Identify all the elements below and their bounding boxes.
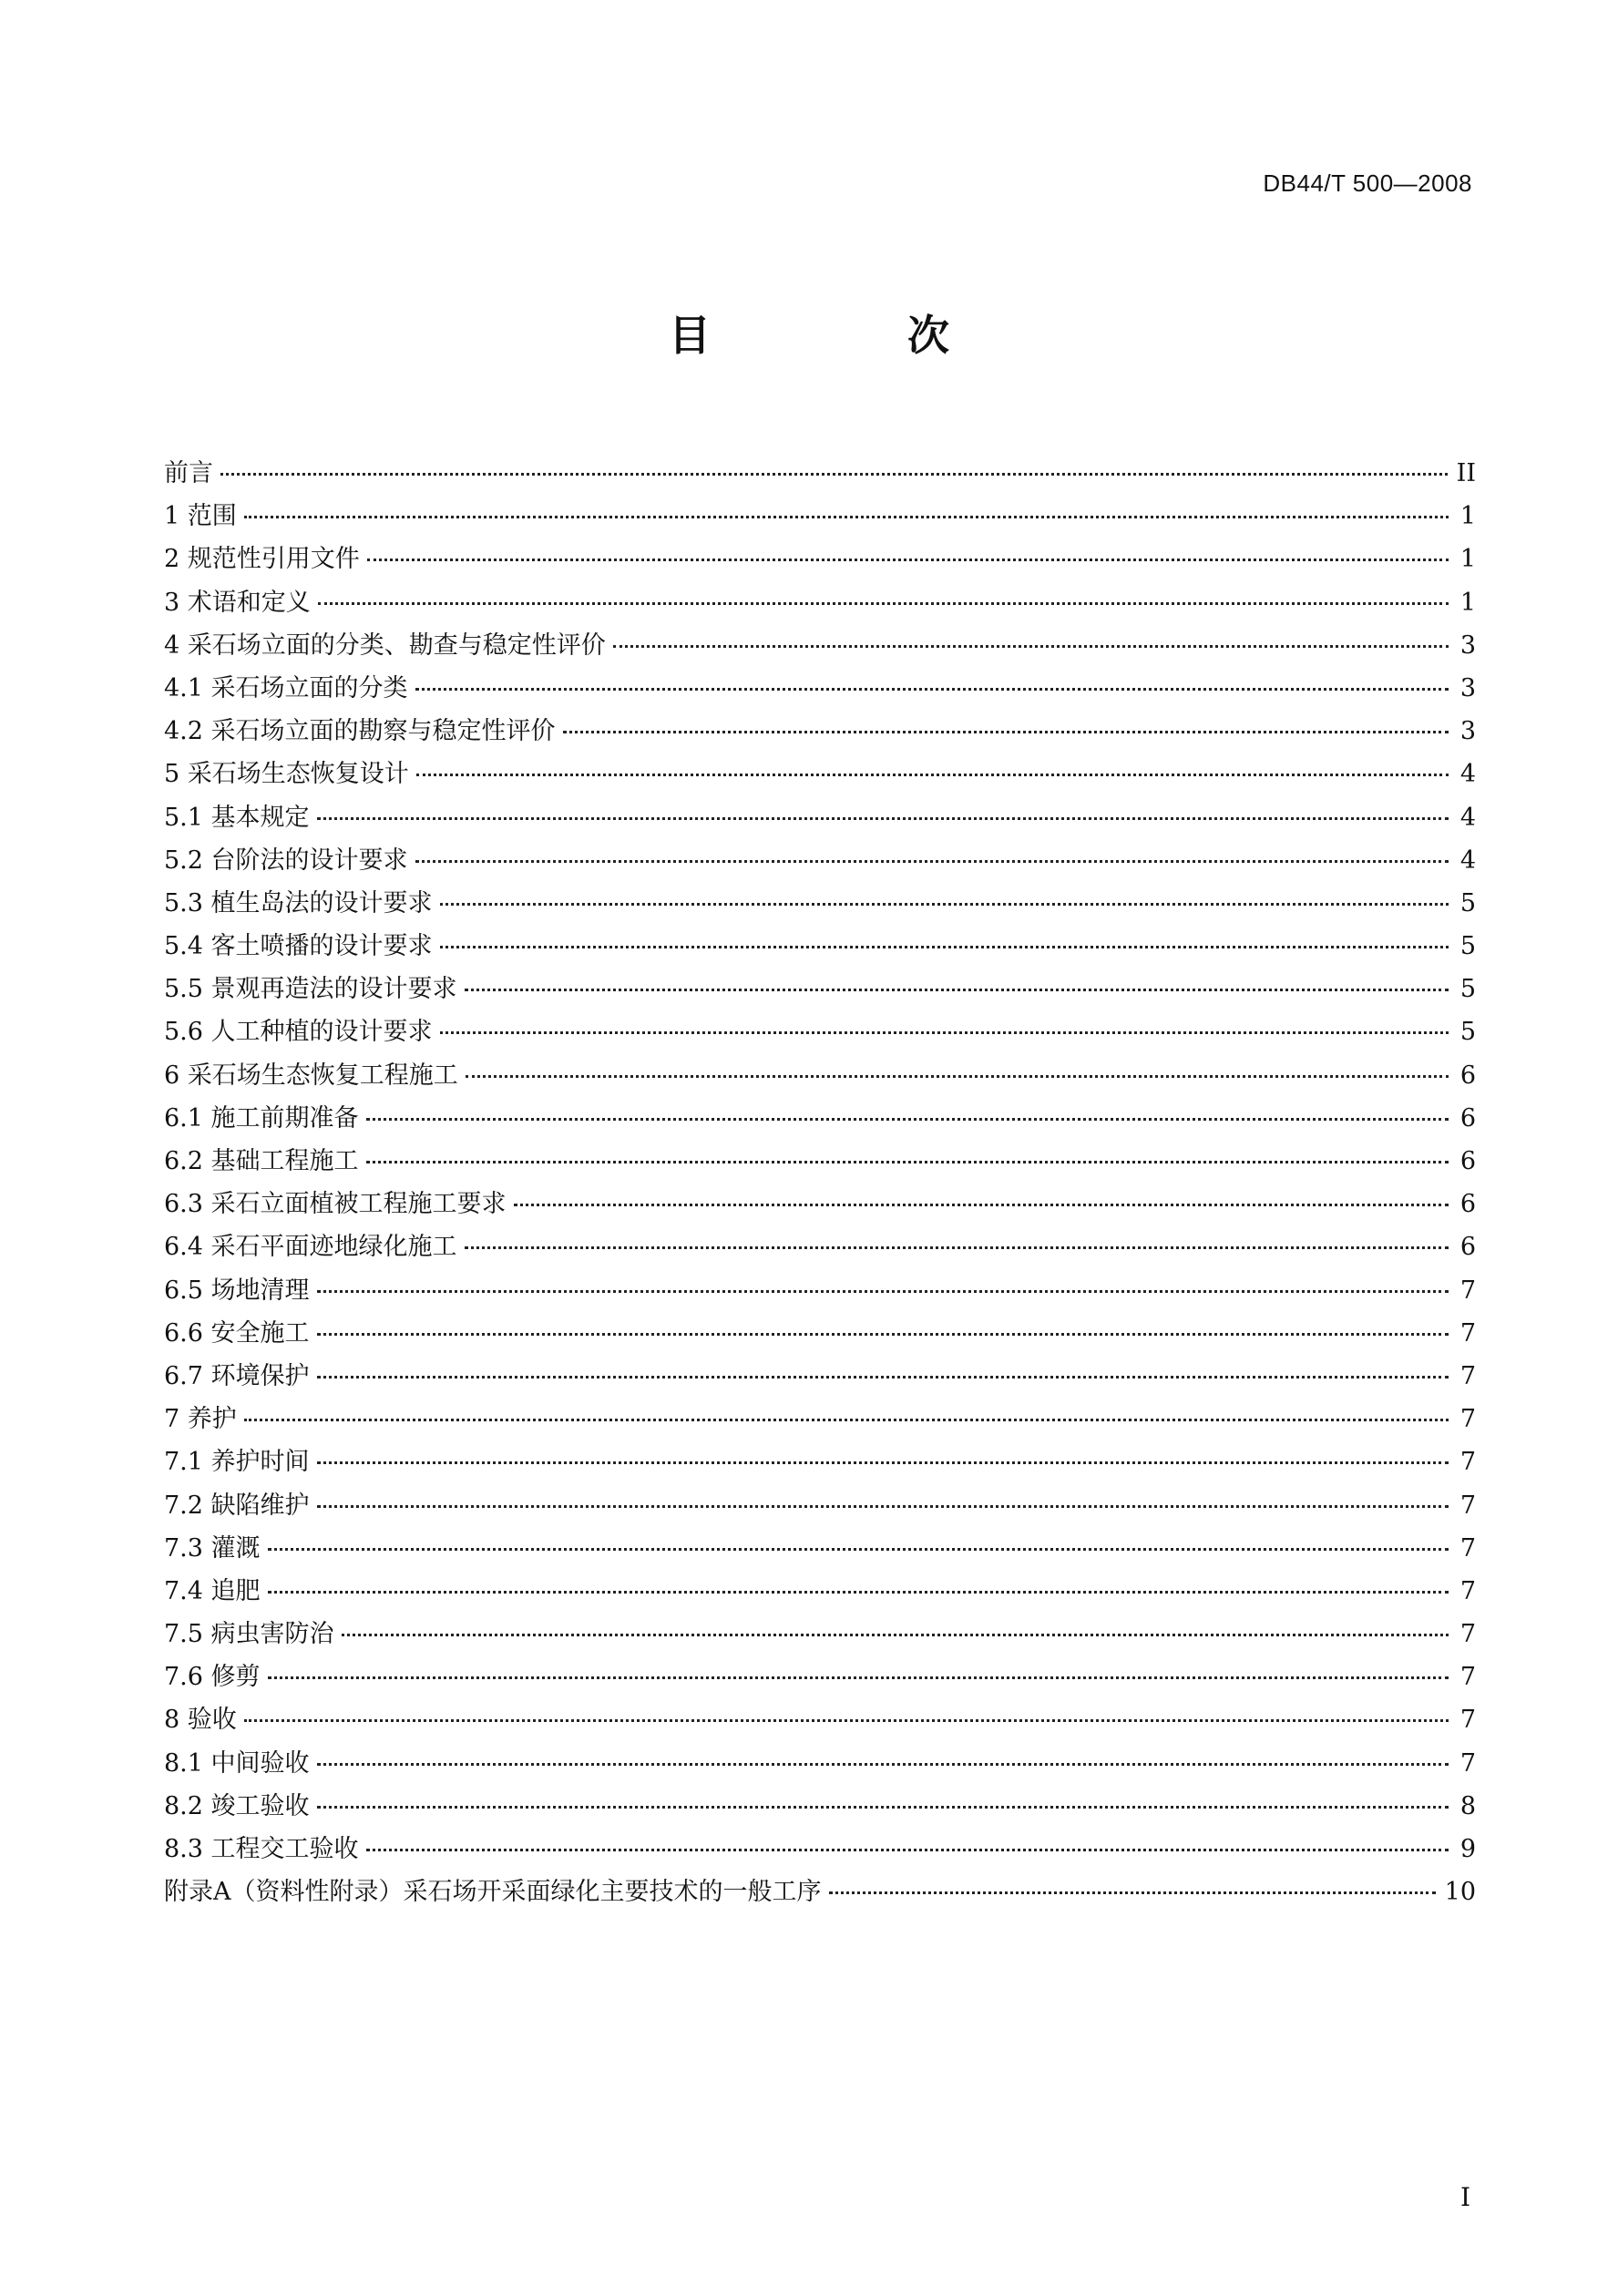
dot-leader bbox=[440, 944, 1449, 948]
toc-entry[interactable] bbox=[164, 1484, 1476, 1527]
toc-entry[interactable] bbox=[164, 538, 1476, 580]
dot-leader bbox=[613, 643, 1449, 648]
toc-entry-page: 3 bbox=[1459, 673, 1476, 702]
toc-entry[interactable] bbox=[164, 1398, 1476, 1440]
toc-entry-page: 6 bbox=[1459, 1147, 1476, 1175]
toc-entry-page: 7 bbox=[1459, 1748, 1476, 1778]
toc-entry[interactable] bbox=[164, 710, 1476, 753]
dot-leader bbox=[367, 557, 1449, 561]
toc-entry[interactable] bbox=[164, 968, 1476, 1010]
toc-entry[interactable] bbox=[164, 1742, 1476, 1785]
toc-entry[interactable] bbox=[164, 1010, 1476, 1053]
toc-entry-label: 6.7 环境保护 bbox=[164, 1361, 310, 1390]
dot-leader bbox=[366, 1847, 1449, 1851]
toc-entry-page: 5 bbox=[1459, 1018, 1476, 1047]
toc-entry[interactable] bbox=[164, 796, 1476, 839]
toc-entry-page: 6 bbox=[1459, 1061, 1476, 1090]
toc-entry-label: 8.3 工程交工验收 bbox=[164, 1835, 359, 1863]
toc-entry[interactable] bbox=[164, 1785, 1476, 1828]
toc-entry-page: 4 bbox=[1459, 803, 1476, 832]
dot-leader bbox=[244, 1417, 1449, 1421]
page-title: 目 次 bbox=[668, 311, 1040, 360]
toc-entry-label: 8.1 中间验收 bbox=[164, 1748, 310, 1778]
dot-leader bbox=[465, 987, 1449, 991]
dot-leader bbox=[440, 901, 1449, 906]
toc-entry-label: 8 验收 bbox=[164, 1706, 237, 1735]
dot-leader bbox=[465, 1245, 1449, 1249]
toc-entry-page: 6 bbox=[1459, 1233, 1476, 1262]
toc-entry[interactable] bbox=[164, 1613, 1476, 1655]
toc-entry-label: 7 养护 bbox=[164, 1405, 237, 1434]
toc-entry-page: 1 bbox=[1459, 588, 1476, 617]
dot-leader bbox=[466, 1073, 1449, 1078]
toc-entry-page: 7 bbox=[1459, 1706, 1476, 1735]
toc-entry-page: 3 bbox=[1459, 630, 1476, 660]
dot-leader bbox=[317, 1761, 1449, 1766]
toc-entry-page: 7 bbox=[1459, 1620, 1476, 1649]
dot-leader bbox=[514, 1202, 1449, 1206]
toc-entry-page: 9 bbox=[1459, 1835, 1476, 1863]
toc-entry-page: 5 bbox=[1459, 932, 1476, 961]
toc-entry-page: 1 bbox=[1459, 545, 1476, 574]
toc-entry[interactable] bbox=[164, 1269, 1476, 1312]
toc-entry-page: 7 bbox=[1459, 1533, 1476, 1563]
toc-entry[interactable] bbox=[164, 1097, 1476, 1140]
toc-entry[interactable] bbox=[164, 581, 1476, 624]
toc-entry[interactable] bbox=[164, 1225, 1476, 1268]
toc-entry-label: 7.1 养护时间 bbox=[164, 1448, 310, 1477]
toc-entry[interactable] bbox=[164, 882, 1476, 925]
toc-entry-page: II bbox=[1456, 459, 1476, 487]
dot-leader bbox=[220, 471, 1448, 476]
toc-entry-page: 7 bbox=[1459, 1663, 1476, 1692]
toc-entry[interactable] bbox=[164, 1312, 1476, 1355]
toc-entry-page: 5 bbox=[1459, 888, 1476, 917]
toc-entry-label: 5.5 景观再造法的设计要求 bbox=[164, 975, 457, 1004]
toc-entry-label: 2 规范性引用文件 bbox=[164, 545, 360, 574]
toc-entry[interactable] bbox=[164, 1183, 1476, 1225]
toc-entry[interactable] bbox=[164, 1871, 1476, 1913]
toc-entry-page: 4 bbox=[1459, 846, 1476, 875]
toc-entry-label: 4 采石场立面的分类、勘查与稳定性评价 bbox=[164, 630, 606, 660]
toc-entry-label: 5.3 植生岛法的设计要求 bbox=[164, 888, 433, 917]
dot-leader bbox=[318, 600, 1449, 605]
toc-entry[interactable] bbox=[164, 495, 1476, 538]
dot-leader bbox=[268, 1546, 1449, 1551]
dot-leader bbox=[317, 1331, 1449, 1336]
toc-entry[interactable] bbox=[164, 925, 1476, 968]
toc-entry-label: 1 范围 bbox=[164, 502, 237, 531]
toc-entry-label: 6.6 安全施工 bbox=[164, 1318, 310, 1348]
toc-entry-label: 8.2 竣工验收 bbox=[164, 1791, 310, 1820]
toc-entry-page: 7 bbox=[1459, 1448, 1476, 1477]
dot-leader bbox=[317, 1374, 1449, 1379]
table-of-contents bbox=[164, 452, 1476, 1913]
toc-entry[interactable] bbox=[164, 1527, 1476, 1570]
toc-entry-label: 3 术语和定义 bbox=[164, 588, 311, 617]
toc-entry-label: 附录A（资料性附录）采石场开采面绿化主要技术的一般工序 bbox=[164, 1878, 822, 1907]
toc-entry[interactable] bbox=[164, 1355, 1476, 1398]
toc-entry[interactable] bbox=[164, 1698, 1476, 1741]
page-number: I bbox=[1459, 2182, 1470, 2212]
dot-leader bbox=[244, 514, 1449, 518]
toc-entry[interactable] bbox=[164, 624, 1476, 667]
dot-leader bbox=[244, 1717, 1449, 1722]
toc-entry[interactable] bbox=[164, 1570, 1476, 1613]
toc-entry[interactable] bbox=[164, 452, 1476, 495]
toc-entry-label: 5.4 客土喷播的设计要求 bbox=[164, 932, 433, 961]
dot-leader bbox=[317, 1288, 1449, 1293]
toc-entry-page: 7 bbox=[1459, 1491, 1476, 1520]
dot-leader bbox=[366, 1116, 1449, 1121]
toc-entry-label: 前言 bbox=[164, 459, 213, 487]
toc-entry-label: 5.1 基本规定 bbox=[164, 803, 310, 832]
toc-entry[interactable] bbox=[164, 1828, 1476, 1871]
toc-entry[interactable] bbox=[164, 1440, 1476, 1483]
dot-leader bbox=[563, 729, 1449, 733]
dot-leader bbox=[317, 1460, 1449, 1464]
dot-leader bbox=[415, 686, 1449, 691]
toc-entry[interactable] bbox=[164, 1655, 1476, 1698]
dot-leader bbox=[342, 1632, 1449, 1636]
toc-entry[interactable] bbox=[164, 667, 1476, 710]
toc-entry[interactable] bbox=[164, 1054, 1476, 1097]
toc-entry-label: 7.5 病虫害防治 bbox=[164, 1620, 334, 1649]
toc-entry-page: 5 bbox=[1459, 975, 1476, 1004]
dot-leader bbox=[416, 772, 1449, 776]
toc-entry[interactable] bbox=[164, 839, 1476, 882]
toc-entry-page: 3 bbox=[1459, 717, 1476, 746]
toc-entry-label: 7.3 灌溉 bbox=[164, 1533, 261, 1563]
toc-entry-label: 7.2 缺陷维护 bbox=[164, 1491, 310, 1520]
dot-leader bbox=[317, 1804, 1449, 1809]
dot-leader bbox=[440, 1030, 1449, 1034]
toc-entry-page: 1 bbox=[1459, 502, 1476, 531]
toc-entry-label: 7.6 修剪 bbox=[164, 1663, 261, 1692]
dot-leader bbox=[317, 815, 1449, 820]
toc-entry[interactable] bbox=[164, 1140, 1476, 1183]
toc-entry-page: 10 bbox=[1444, 1878, 1476, 1907]
toc-entry-label: 6 采石场生态恢复工程施工 bbox=[164, 1061, 458, 1090]
toc-entry-page: 4 bbox=[1459, 760, 1476, 789]
toc-entry-page: 6 bbox=[1459, 1103, 1476, 1133]
toc-entry-label: 4.2 采石场立面的勘察与稳定性评价 bbox=[164, 717, 556, 746]
dot-leader bbox=[268, 1675, 1449, 1679]
toc-entry-label: 6.4 采石平面迹地绿化施工 bbox=[164, 1233, 457, 1262]
toc-entry-page: 8 bbox=[1459, 1791, 1476, 1820]
toc-entry-label: 7.4 追肥 bbox=[164, 1576, 261, 1605]
toc-entry-page: 7 bbox=[1459, 1276, 1476, 1305]
toc-entry-label: 6.2 基础工程施工 bbox=[164, 1147, 359, 1175]
toc-entry-page: 7 bbox=[1459, 1361, 1476, 1390]
dot-leader bbox=[317, 1503, 1449, 1508]
toc-entry-page: 7 bbox=[1459, 1576, 1476, 1605]
dot-leader bbox=[829, 1890, 1436, 1894]
toc-entry-label: 6.1 施工前期准备 bbox=[164, 1103, 359, 1133]
toc-entry-label: 5.2 台阶法的设计要求 bbox=[164, 846, 408, 875]
dot-leader bbox=[415, 858, 1449, 863]
toc-entry-page: 7 bbox=[1459, 1405, 1476, 1434]
document-id: DB44/T 500—2008 bbox=[1263, 169, 1472, 197]
toc-entry[interactable] bbox=[164, 753, 1476, 795]
dot-leader bbox=[366, 1159, 1449, 1163]
toc-entry-label: 4.1 采石场立面的分类 bbox=[164, 673, 408, 702]
dot-leader bbox=[268, 1589, 1449, 1594]
toc-entry-label: 6.3 采石立面植被工程施工要求 bbox=[164, 1190, 507, 1219]
toc-entry-page: 7 bbox=[1459, 1318, 1476, 1348]
toc-entry-page: 6 bbox=[1459, 1190, 1476, 1219]
toc-entry-label: 5 采石场生态恢复设计 bbox=[164, 760, 409, 789]
toc-entry-label: 5.6 人工种植的设计要求 bbox=[164, 1018, 433, 1047]
toc-entry-label: 6.5 场地清理 bbox=[164, 1276, 310, 1305]
